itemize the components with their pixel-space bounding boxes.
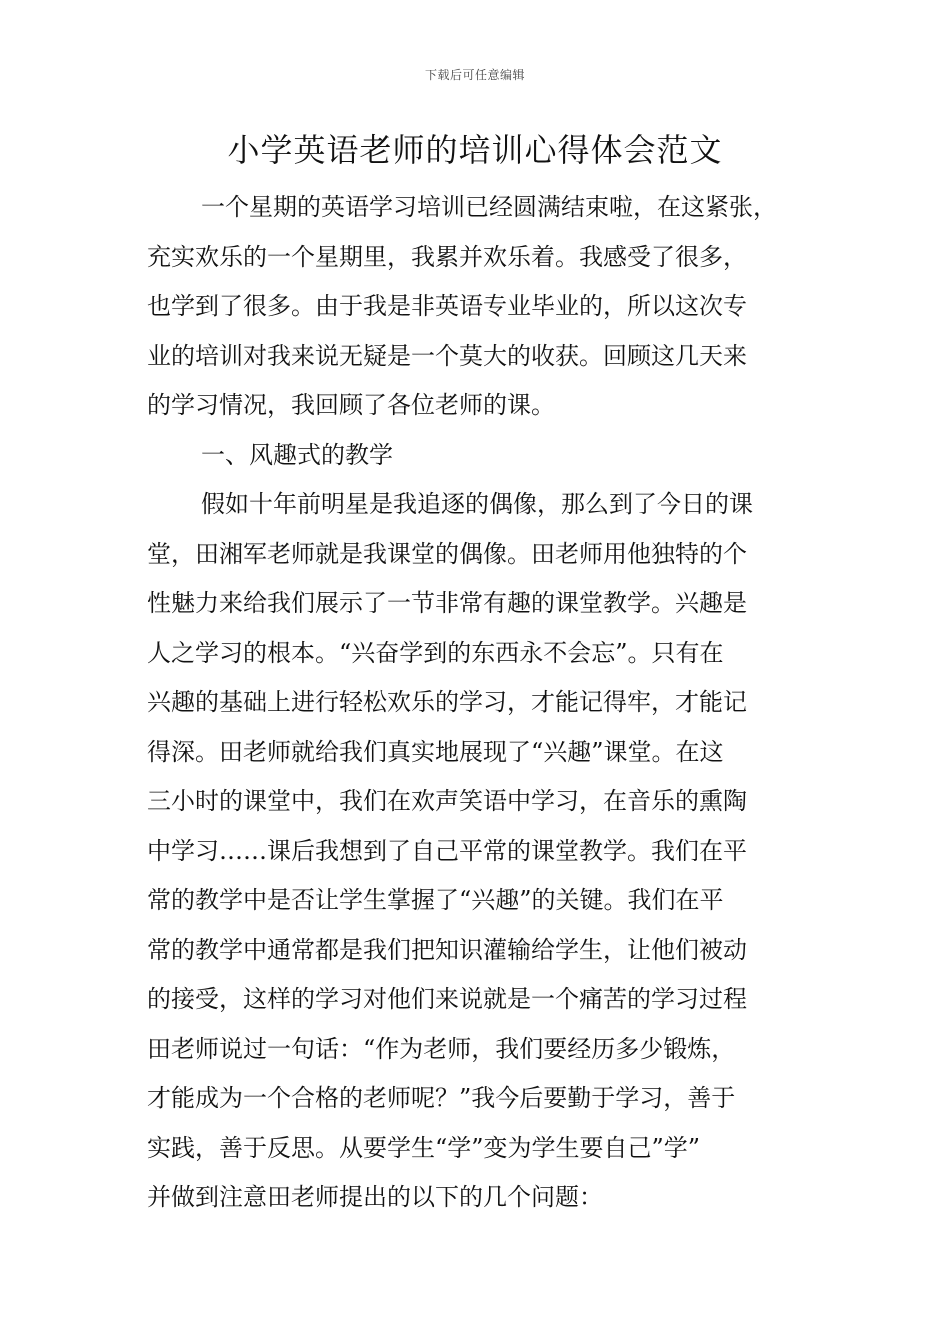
paragraph-line: 业的培训对我来说无疑是一个莫大的收获。回顾这几天来 [147, 341, 747, 370]
paragraph-line: 并做到注意田老师提出的以下的几个问题： [147, 1183, 603, 1211]
header-note: 下载后可任意编辑 [424, 68, 525, 82]
paragraph-line: 充实欢乐的一个星期里，我累并欢乐着。我感受了很多， [147, 242, 747, 271]
paragraph-line: 三小时的课堂中，我们在欢声笑语中学习，在音乐的熏陶 [147, 787, 747, 815]
paragraph-line: 也学到了很多。由于我是非英语专业毕业的，所以这次专 [147, 292, 747, 320]
paragraph-humor-teaching [147, 480, 837, 1223]
paragraph-line: 堂，田湘军老师就是我课堂的偶像。田老师用他独特的个 [147, 539, 747, 568]
paragraph-line: 实践，善于反思。从要学生“学”变为学生要自己”学” [147, 1133, 701, 1162]
paragraph-line: 中学习……课后我想到了自己平常的课堂教学。我们在平 [147, 836, 747, 865]
paragraph-line: 性魅力来给我们展示了一节非常有趣的课堂教学。兴趣是 [147, 589, 747, 617]
paragraph-line: 的接受，这样的学习对他们来说就是一个痛苦的学习过程 [147, 985, 747, 1013]
document-title: 小学英语老师的培训心得体会范文 [227, 131, 723, 169]
paragraph-line: 田老师说过一句话：“作为老师，我们要经历多少锻炼， [147, 1034, 736, 1063]
section-heading: 一、风趣式的教学 [201, 440, 393, 469]
paragraph-line: 的学习情况，我回顾了各位老师的课。 [147, 391, 555, 419]
paragraph-line: 才能成为一个合格的老师呢？”我今后要勤于学习，善于 [147, 1084, 736, 1112]
paragraph-line: 常的教学中是否让学生掌握了“兴趣”的关键。我们在平 [147, 886, 724, 914]
paragraph-line: 一个星期的英语学习培训已经圆满结束啦，在这紧张， [201, 193, 777, 221]
paragraph-intro [147, 183, 837, 480]
paragraph-line: 得深。田老师就给我们真实地展现了“兴趣”课堂。在这 [147, 737, 724, 766]
paragraph-line: 假如十年前明星是我追逐的偶像，那么到了今日的课 [201, 490, 753, 518]
paragraph-line: 兴趣的基础上进行轻松欢乐的学习，才能记得牢，才能记 [147, 688, 747, 716]
paragraph-line: 常的教学中通常都是我们把知识灌输给学生，让他们被动 [147, 935, 747, 964]
paragraph-line: 人之学习的根本。“兴奋学到的东西永不会忘”。只有在 [147, 638, 724, 667]
